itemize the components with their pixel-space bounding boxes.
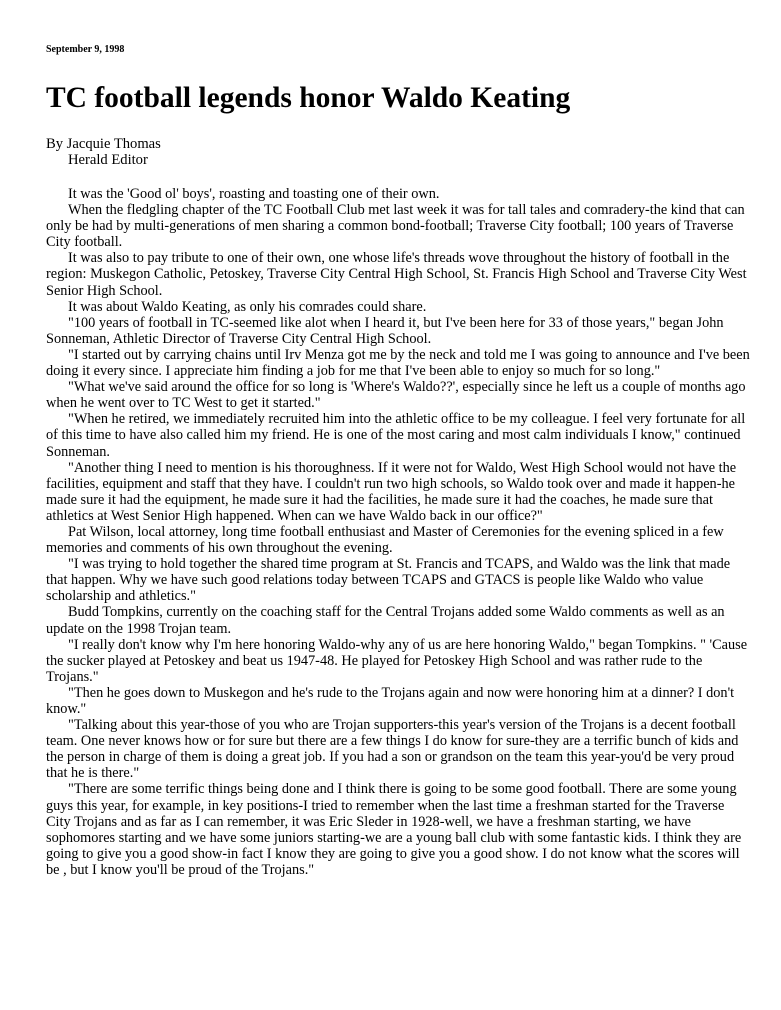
article-paragraph: It was about Waldo Keating, as only his comrades could share. — [68, 298, 427, 315]
article-paragraph: When the fledgling chapter of the TC Football Club met last week it was for tall tales and comradery-the kind that can only be had by multi-generations of men sharing a common bond-football; Traverse City football; 100 years of Traverse City football. — [46, 202, 745, 251]
headline: TC football legends honor Waldo Keating — [46, 82, 571, 114]
article-paragraph: "When he retired, we immediately recruited him into the athletic office to be my colleague. I feel very fortunate for all of this time to have also called him my friend. He is one of the most caring and most calm individuals I know," continued Sonneman. — [46, 411, 746, 460]
article-paragraph: "Then he goes down to Muskegon and he's rude to the Trojans again and now were honoring him at a dinner? I don't know." — [46, 684, 735, 717]
article-paragraph: It was also to pay tribute to one of their own, one whose life's threads wove throughout the history of football in the region: Muskegon Catholic, Petoskey, Traverse City Central High School, St. Francis High School and Traverse City West Senior High School. — [46, 250, 747, 299]
article-paragraph: "Another thing I need to mention is his thoroughness. If it were not for Waldo, West High School would not have the facilities, equipment and staff that they have. I couldn't run two high schools, so Waldo took over and made it happen-he made sure it had the equipment, he made sure it had the facilities, he made sure it had the coaches, he made sure that athletics at West Senior High happened. When can we have Waldo back in our office?" — [46, 459, 737, 524]
article-paragraph: "What we've said around the office for so long is 'Where's Waldo??', especially since he left us a couple of months ago when he went over to TC West to get it started." — [46, 379, 746, 412]
article-paragraph: "There are some terrific things being done and I think there is going to be some good football. There are some young guys this year, for example, in key positions-I tried to remember when the last time a freshman started for the Traverse City Trojans and as far as I can remember, it was Eric Sleder in 1928-well, we have a freshman starting, we have sophomores starting and we have some juniors starting-we are a young ball club with some fantastic kids. I think they are going to give you a good show-in fact I know they are going to give you a good show. I do not know what the scores will be , but I know you'll be proud of the Trojans." — [46, 781, 742, 878]
byline — [46, 136, 161, 168]
publication-date: September 9, 1998 — [46, 44, 125, 55]
article-body — [46, 186, 750, 878]
byline-title: Herald Editor — [68, 152, 148, 168]
article-paragraph: "I really don't know why I'm here honoring Waldo-why any of us are here honoring Waldo," began Tompkins. " 'Cause the sucker played at Petoskey and beat us 1947-48. He played for Petoskey High School and was rather rude to the Trojans." — [46, 636, 748, 685]
article-paragraph: Budd Tompkins, currently on the coaching staff for the Central Trojans added some Waldo comments as well as an update on the 1998 Trojan team. — [46, 604, 725, 637]
article-paragraph: Pat Wilson, local attorney, long time football enthusiast and Master of Ceremonies for the evening spliced in a few memories and comments of his own throughout the evening. — [46, 523, 724, 557]
article-paragraph: "100 years of football in TC-seemed like alot when I heard it, but I've been here for 33 of those years," began John Sonneman, Athletic Director of Traverse City Central High School. — [46, 314, 724, 347]
article-paragraph: It was the 'Good ol' boys', roasting and toasting one of their own. — [68, 186, 440, 202]
article-paragraph: "Talking about this year-those of you who are Trojan supporters-this year's version of the Trojans is a decent football team. One never knows how or for sure but there are a few things I do know for sure-they are a terrific bunch of kids and the person in charge of them is doing a great job. If you had a son or grandson on the team this year-you'd be very proud that he is there." — [46, 717, 739, 782]
article-paragraph: "I started out by carrying chains until Irv Menza got me by the neck and told me I was going to announce and I've been doing it every since. I appreciate him finding a job for me that I've been able to enjoy so much for so long." — [46, 346, 750, 380]
article-paragraph: "I was trying to hold together the shared time program at St. Francis and TCAPS, and Waldo was the link that made that happen. Why we have such good relations today between TCAPS and GTACS is people like Waldo who value scholarship and athletics." — [46, 556, 731, 605]
byline-author: By Jacquie Thomas — [46, 136, 161, 152]
